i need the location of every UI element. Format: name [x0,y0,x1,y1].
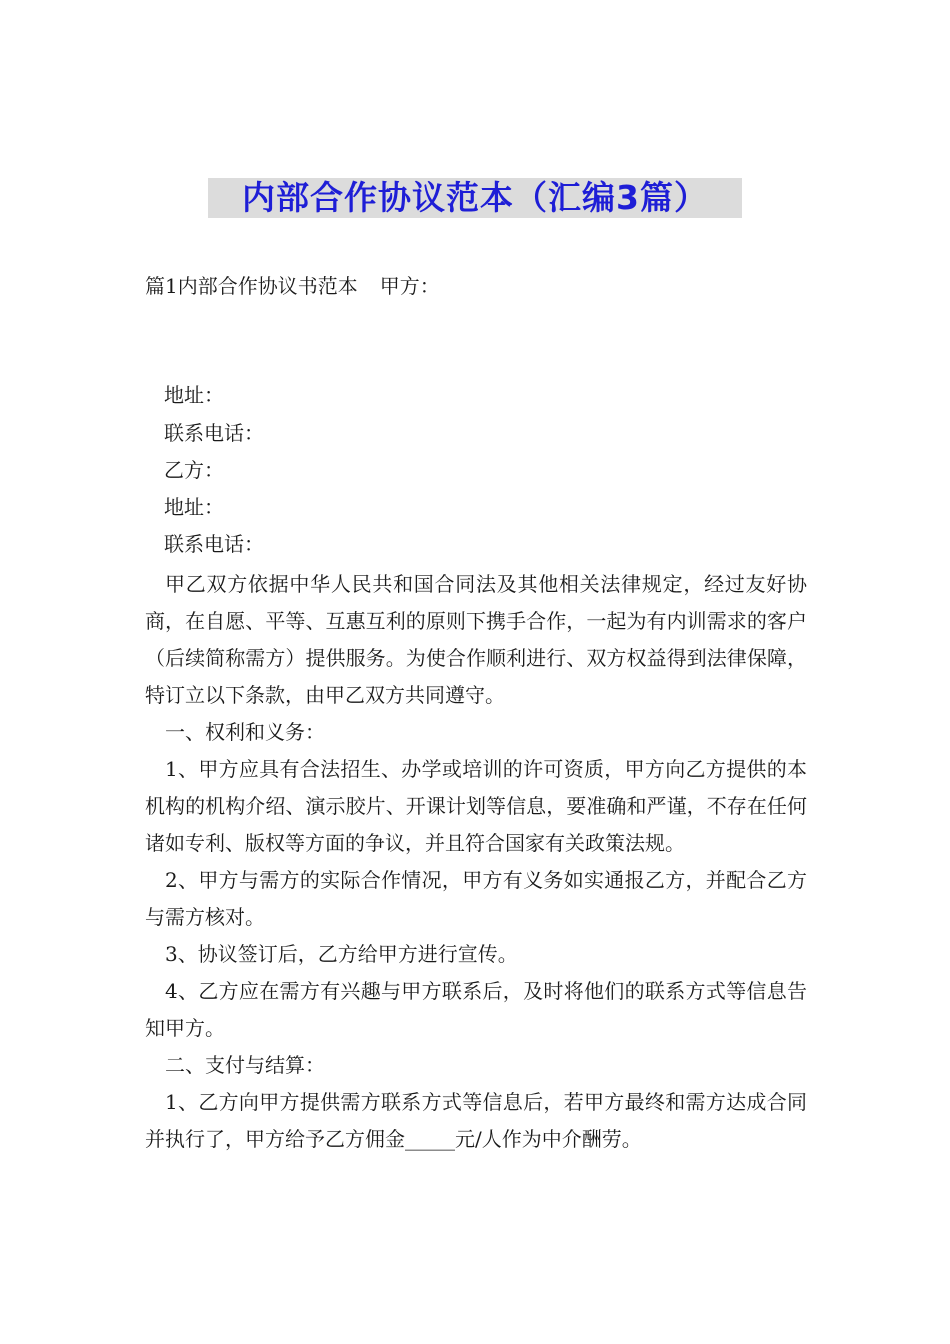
party-b-phone-label: 联系电话： [164,532,264,556]
section-heading-payment: 二、支付与结算： [165,1053,325,1077]
preamble-paragraph: 甲乙双方依据中华人民共和国合同法及其他相关法律规定，经过友好协商，在自愿、平等、互惠互利的原则下携手合作，一起为有内训需求的客户（后续简称需方）提供服务。为使合作顺利进行、双方权益得到法律保障，特订立以下条款，由甲乙双方共同遵守。 [145,572,807,707]
party-b-address-label: 地址： [164,495,224,519]
clause-paragraph: 1、甲方应具有合法招生、办学或培训的许可资质，甲方向乙方提供的本机构的机构介绍、演示胶片、开课计划等信息，要准确和严谨，不存在任何诸如专利、版权等方面的争议，并且符合国家有关政策法规。 [145,757,807,855]
clause-paragraph: 4、乙方应在需方有兴趣与甲方联系后，及时将他们的联系方式等信息告知甲方。 [145,979,807,1040]
party-b-label: 乙方： [164,458,224,482]
party-a-label: 甲方： [379,274,440,298]
clause-paragraph: 2、甲方与需方的实际合作情况，甲方有义务如实通报乙方，并配合乙方与需方核对。 [145,868,807,929]
party-a-phone-label: 联系电话： [164,421,264,445]
clause-paragraph: 1、乙方向甲方提供需方联系方式等信息后，若甲方最终和需方达成合同并执行了，甲方给予乙方佣金_____元/人作为中介酬劳。 [145,1090,807,1151]
document-title: 内部合作协议范本（汇编3篇） [208,178,742,218]
agreement-body [145,566,807,1158]
section-heading [145,272,440,300]
section-heading-label: 篇1内部合作协议书范本 [145,274,358,298]
party-a-address-label: 地址： [164,383,224,407]
section-heading-rights: 一、权利和义务： [165,720,325,744]
clause-paragraph: 3、协议签订后，乙方给甲方进行宣传。 [165,942,518,966]
